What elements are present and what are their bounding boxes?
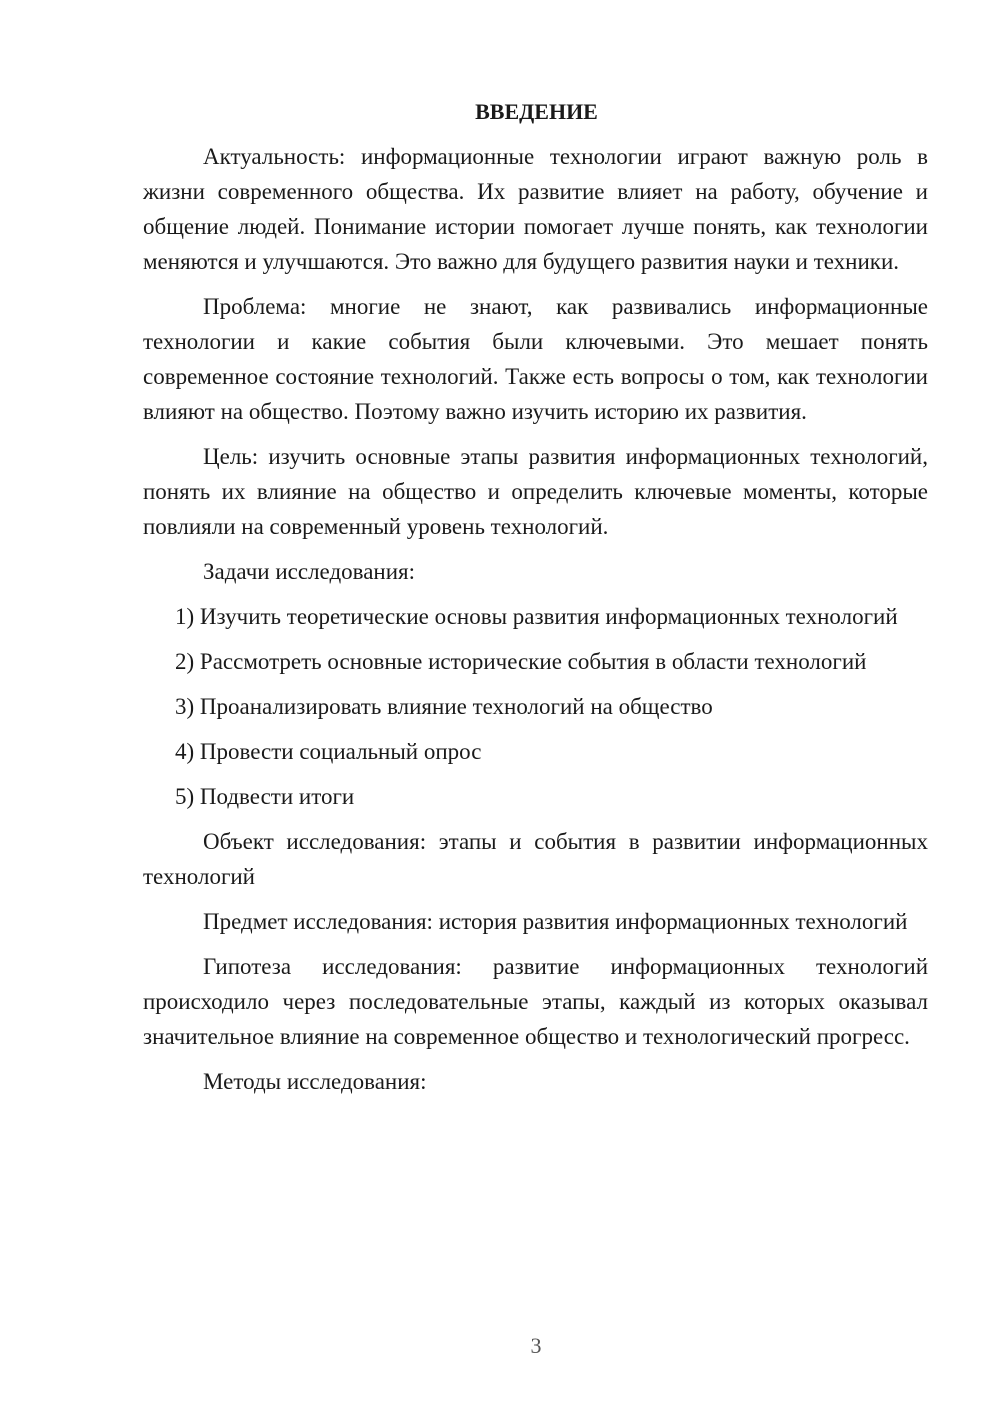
task-item-3: 3) Проанализировать влияние технологий на общество [175, 694, 713, 719]
methods-heading: Методы исследования: [203, 1069, 427, 1094]
paragraph-subject: Предмет исследования: история развития информационных технологий [203, 909, 908, 934]
tasks-heading: Задачи исследования: [203, 559, 416, 584]
paragraph-relevance: Актуальность: информационные технологии играют важную роль в жизни современного общества. Их развитие влияет на работу, обучение и общение людей. Понимание истории помогает лучше понять, как технологии меняются и улучшаются. Это важно для будущего развития науки и техники. [143, 144, 928, 274]
page-number: 3 [530, 1333, 542, 1358]
paragraph-goal: Цель: изучить основные этапы развития информационных технологий, понять их влияние на общество и определить ключевые моменты, которые повлияли на современный уровень технологий. [143, 444, 928, 539]
task-item-1: 1) Изучить теоретические основы развития информационных технологий [175, 604, 898, 629]
document-page [143, 94, 928, 1109]
task-item-4: 4) Провести социальный опрос [175, 739, 482, 764]
page-title: ВВЕДЕНИЕ [475, 99, 598, 124]
paragraph-problem: Проблема: многие не знают, как развивались информационные технологии и какие события были ключевыми. Это мешает понять современное состояние технологий. Также есть вопросы о том, как технологии влияют на общество. Поэтому важно изучить историю их развития. [143, 294, 928, 424]
task-item-2: 2) Рассмотреть основные исторические события в области технологий [175, 649, 867, 674]
paragraph-hypothesis: Гипотеза исследования: развитие информационных технологий происходило через последовательные этапы, каждый из которых оказывал значительное влияние на современное общество и технологический прогресс. [143, 954, 928, 1049]
paragraph-object: Объект исследования: этапы и события в развитии информационных технологий [143, 829, 928, 889]
task-item-5: 5) Подвести итоги [175, 784, 355, 809]
